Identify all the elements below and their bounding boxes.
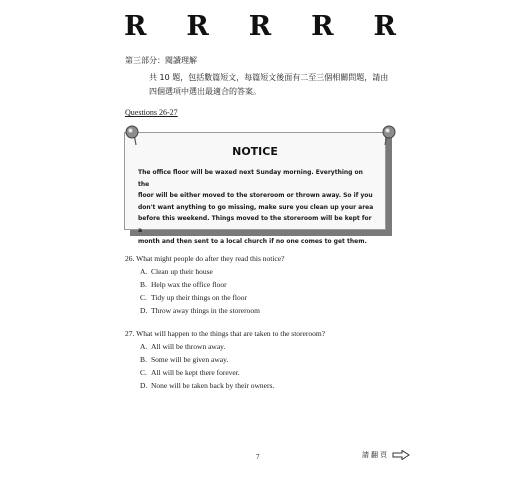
header-letter: R [248,11,272,42]
option-letter: C. [140,293,147,302]
turn-page-indicator [362,450,410,460]
notice-line: floor will be either moved to the storeroom or thrown away. So if you [138,192,373,199]
option-text: Clean up their house [151,267,213,276]
pushpin-icon [123,124,145,146]
notice-line: month and then sent to a local church if no one comes to get them. [138,238,367,245]
option-letter: D. [140,381,148,390]
option-letter: B. [140,280,147,289]
notice-line: before this weekend. Things moved to the storeroom will be kept for a [138,215,372,234]
section-title: 第三部分：閱讀理解 [125,56,197,65]
option-27-b[interactable] [140,355,228,365]
option-text: Tidy up their things on the floor [151,293,247,302]
option-27-d[interactable] [140,381,274,391]
header-letters [124,12,396,42]
turn-page-label: 請翻頁 [362,451,389,459]
instructions [149,71,399,99]
right-arrow-icon [392,450,410,460]
option-text: Some will be given away. [151,355,229,364]
header-letter: R [124,11,147,42]
option-text: All will be thrown away. [151,342,226,351]
questions-heading: Questions 26-27 [125,108,178,117]
option-26-b[interactable] [140,280,227,290]
notice-title: NOTICE [232,145,278,158]
option-letter: C. [140,368,147,377]
notice-card [124,132,386,245]
question-number: 27. [125,329,135,338]
notice-body [138,167,376,248]
option-26-a[interactable] [140,267,213,277]
question-27 [125,329,325,339]
instruction-line: 共 10 題，包括數篇短文，每篇短文後面有二至三個相關問題，請由 [149,73,389,82]
notice-line: The office floor will be waxed next Sunday morning. Everything on the [138,169,363,188]
header-letter: R [311,11,334,42]
question-number: 26. [125,254,135,263]
header-letter: R [373,11,396,42]
question-text: What might people do after they read this notice? [136,254,285,263]
option-27-a[interactable] [140,342,225,352]
option-letter: A. [140,342,148,351]
option-letter: B. [140,355,147,364]
instruction-line: 四個選項中選出最適合的答案。 [149,87,261,96]
question-26 [125,254,284,264]
option-text: Throw away things in the storeroom [151,306,260,315]
option-letter: D. [140,306,148,315]
option-text: None will be taken back by their owners. [151,381,275,390]
option-26-d[interactable] [140,306,260,316]
option-text: Help wax the office floor [151,280,227,289]
header-letter: R [186,11,209,42]
option-text: All will be kept there forever. [151,368,240,377]
question-text: What will happen to the things that are taken to the storeroom? [136,329,326,338]
option-letter: A. [140,267,148,276]
page-number: 7 [256,453,260,461]
option-26-c[interactable] [140,293,247,303]
option-27-c[interactable] [140,368,240,378]
pushpin-icon [376,124,398,146]
notice-line: don't want anything to go missing, make sure you clean up your area [138,203,374,211]
